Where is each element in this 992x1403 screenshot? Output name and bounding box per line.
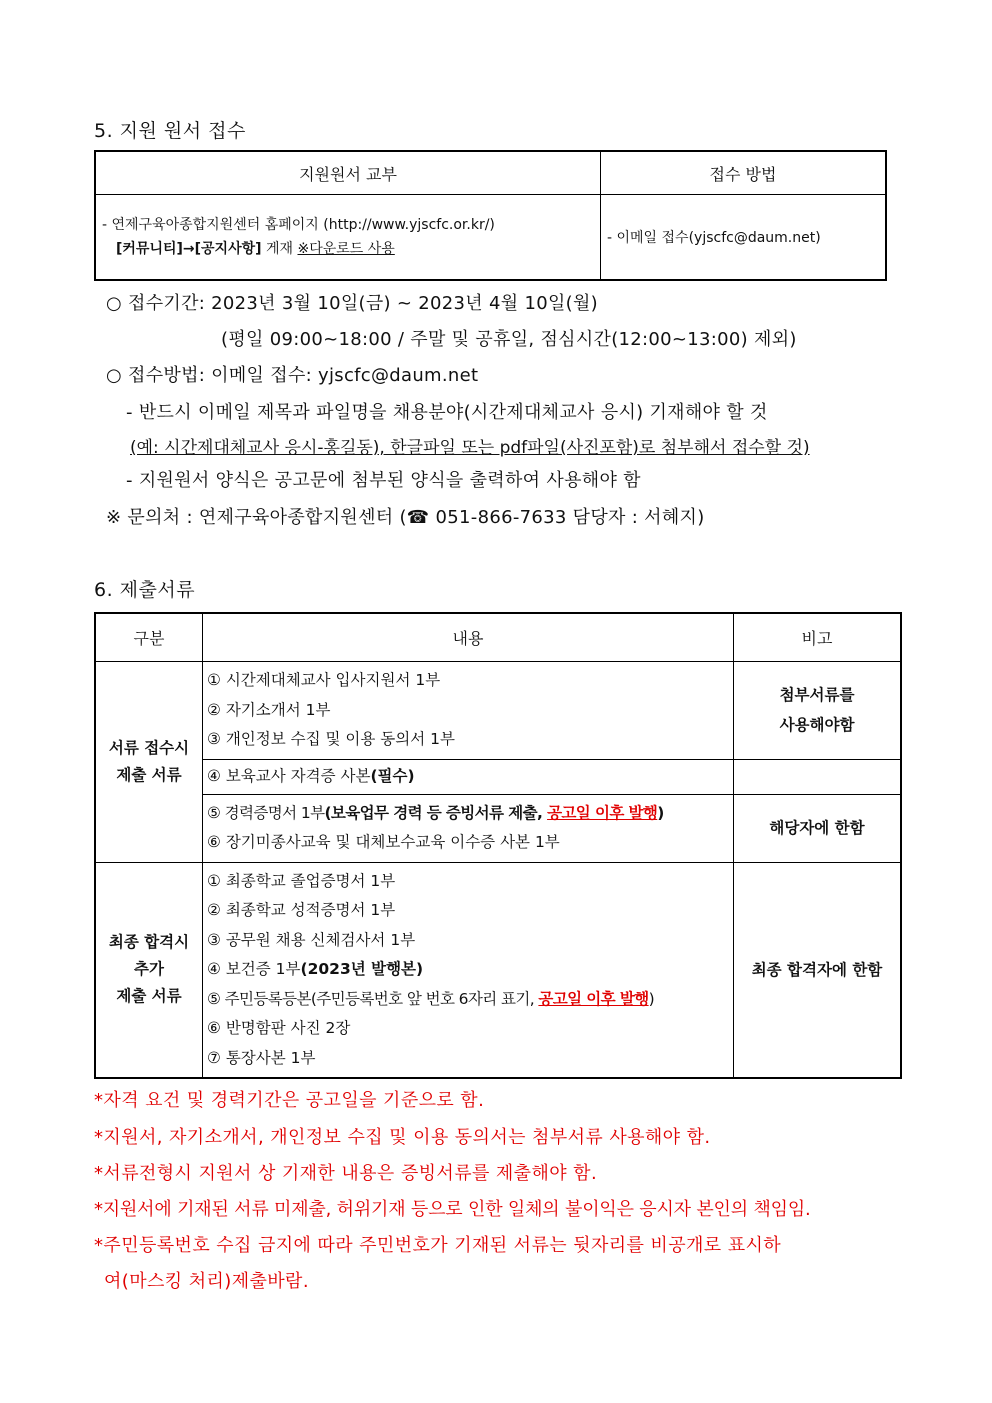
application-table (94, 150, 887, 281)
list-item (207, 985, 733, 1015)
list-item (207, 762, 733, 792)
content-cell (203, 862, 734, 1078)
remark-cell: 해당자에 한함 (734, 794, 902, 862)
remark-cell: 최종 합격자에 한함 (734, 862, 902, 1078)
item-text: ) (648, 989, 655, 1008)
remark-line: 사용해야함 (779, 716, 855, 735)
contact-prefix: ※ 문의처 : 연제구육아종합지원센터 ( (106, 507, 407, 528)
remark-cell-empty (734, 759, 902, 794)
required-mark: (필수) (370, 766, 415, 785)
item-bold: (보육업무 경력 등 증빙서류 제출, (324, 803, 548, 822)
list-item: ⑥ 반명함판 사진 2장 (207, 1019, 351, 1037)
rule-2: - 지원원서 양식은 공고문에 첨부된 양식을 출력하여 사용해야 함 (126, 470, 641, 491)
list-item: ③ 개인정보 수집 및 이용 동의서 1부 (207, 730, 455, 748)
list-item: ③ 공무원 채용 신체검사서 1부 (207, 930, 416, 949)
note-4: *지원서에 기재된 서류 미제출, 허위기재 등으로 인한 일체의 불이익은 응시자 본인의 책임임. (94, 1199, 811, 1220)
header-remarks: 비고 (734, 613, 902, 662)
note-1: *자격 요건 및 경력기간은 공고일을 기준으로 함. (94, 1090, 485, 1111)
section-6-title: 6. 제출서류 (94, 579, 196, 601)
category-line: 서류 접수시 (108, 738, 190, 757)
list-item: ⑦ 통장사본 1부 (207, 1048, 316, 1067)
item-text: ④ 보육교사 자격증 사본 (207, 766, 371, 785)
rule-1-example: (예: 시간제대체교사 응시-홍길동), 한글파일 또는 pdf파일(사진포함)로 첨부해서 접수할 것) (130, 438, 810, 458)
header-distribution: 지원원서 교부 (95, 151, 601, 195)
homepage-line: - 연제구육아종합지원센터 홈페이지 (http://www.yjscfc.or.kr/) (102, 217, 495, 233)
content-cell (203, 759, 734, 794)
method-cell (601, 195, 887, 281)
header-category: 구분 (95, 613, 203, 662)
list-item: ① 최종학교 졸업증명서 1부 (207, 871, 396, 890)
item-text: ⑤ 주민등록등본(주민등록번호 앞 번호 6자리 표기, (207, 989, 539, 1008)
download-link[interactable]: ※다운로드 사용 (297, 241, 395, 257)
category-application (95, 662, 203, 863)
item-text: ④ 보건증 1부 (207, 960, 301, 978)
item-bold: ) (657, 803, 664, 822)
section-5-title: 5. 지원 원서 접수 (94, 120, 246, 142)
list-item (207, 799, 733, 829)
rule-1: - 반드시 이메일 제목과 파일명을 채용분야(시간제대체교사 응시) 기재해야 할 것 (126, 402, 768, 423)
contact-suffix: 051-866-7633 담당자 : 서혜지) (429, 507, 705, 528)
category-line: 제출 서류 (116, 987, 182, 1006)
content-cell (203, 662, 734, 760)
list-item: ⑥ 장기미종사교육 및 대체보수교육 이수증 사본 1부 (207, 833, 560, 851)
content-cell (203, 794, 734, 862)
note-3: *서류전형시 지원서 상 기재한 내용은 증빙서류를 제출해야 함. (94, 1163, 598, 1184)
note-2: *지원서, 자기소개서, 개인정보 수집 및 이용 동의서는 첨부서류 사용해야 함. (94, 1127, 711, 1148)
item-text: ⑤ 경력증명서 1부 (207, 803, 325, 822)
category-line: 최종 합격시 (108, 933, 190, 952)
list-item: ① 시간제대체교사 입사지원서 1부 (207, 671, 441, 689)
menu-path: [커뮤니티]→[공지사항] (116, 241, 262, 257)
phone-icon: ☎ (406, 507, 430, 528)
list-item (207, 955, 733, 985)
category-line: 제출 서류 (116, 765, 182, 784)
issue-date-warning: 공고일 이후 발행 (538, 989, 649, 1008)
period-note: (평일 09:00~18:00 / 주말 및 공휴일, 점심시간(12:00~13:00) 제외) (221, 329, 797, 350)
list-item: ② 자기소개서 1부 (207, 700, 331, 719)
post-text: 게재 (261, 241, 298, 257)
list-item: ② 최종학교 성적증명서 1부 (207, 901, 396, 919)
header-content: 내용 (203, 613, 734, 662)
item-bold: (2023년 발행본) (300, 960, 424, 978)
note-5-cont: 여(마스킹 처리)제출바람. (104, 1271, 309, 1292)
category-line: 추가 (134, 960, 164, 979)
method-line: ○ 접수방법: 이메일 접수: yjscfc@daum.net (106, 365, 479, 386)
documents-table (94, 612, 902, 1079)
period-line: ○ 접수기간: 2023년 3월 10일(금) ~ 2023년 4월 10일(월) (106, 293, 599, 314)
header-method: 접수 방법 (601, 151, 887, 195)
distribution-cell (95, 195, 601, 281)
category-final (95, 862, 203, 1078)
issue-date-warning: 공고일 이후 발행 (547, 803, 658, 822)
contact-line (106, 503, 705, 529)
remark-line: 첨부서류를 (779, 686, 855, 705)
email-method: - 이메일 접수(yjscfc@daum.net) (607, 230, 821, 246)
note-5: *주민등록번호 수집 금지에 따라 주민번호가 기재된 서류는 뒷자리를 비공개로 표시하 (94, 1235, 782, 1256)
remark-cell (734, 662, 902, 760)
